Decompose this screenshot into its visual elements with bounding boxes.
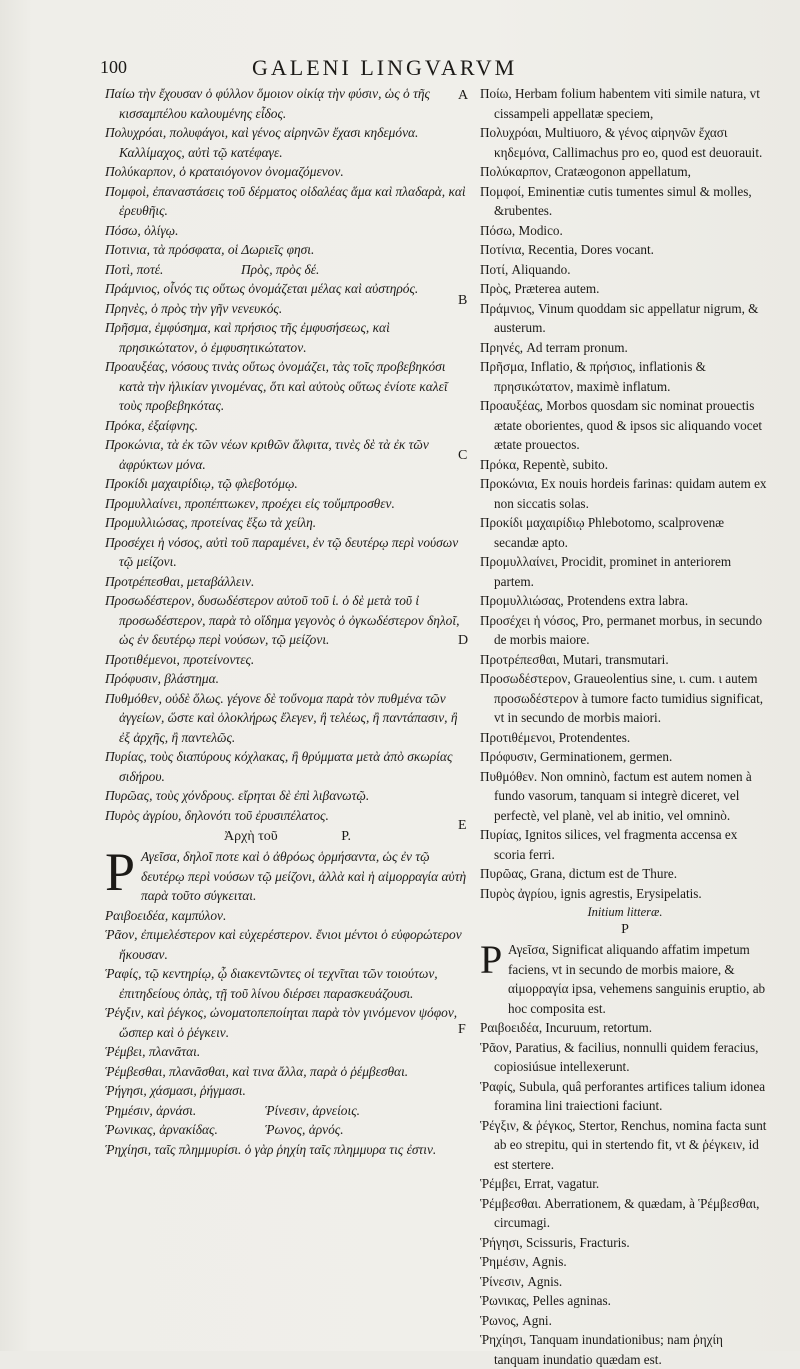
greek-entry: Προκίδι μαχαιρίδιῳ, τῷ φλεβοτόμῳ.	[105, 476, 298, 491]
greek-entry: Ῥηχίησι, ταῖς πλημμυρίσι. ὁ γὰρ ῥηχίη ταῖς πλημμυρα τις ἐστιν.	[105, 1141, 437, 1157]
greek-entry: Ῥέγξιν, καὶ ῥέγκος, ὠνοματοπεποίηται παρὰ τὸν γινόμενον ψόφον, ὥσπερ καὶ ὁ ῥέγκειν.	[105, 1005, 458, 1040]
greek-entry: Ῥᾶον, ἐπιμελέστερον καὶ εὐχερέστερον. ἔνιοι μέντοι ὁ εὐφορώτερον ἤκουσαν.	[105, 927, 462, 962]
latin-entry: Ῥηχίησι, Tanquam inundationibus; nam ῥηχίη tanquam inundatio quædam est.	[480, 1332, 723, 1367]
greek-entry: Πρῆσμα, ἐμφύσημα, καὶ πρήσιος τῆς ἐμφυσήσεως, καὶ πρησικώτατον, ὁ ἐμφυσητικώτατον.	[105, 320, 390, 355]
latin-section-title: Initium litteræ.	[587, 905, 663, 919]
page-header	[0, 55, 800, 85]
greek-entry: Πολύκαρπον, ὁ κραταιόγονον ὀνομαζόμενον.	[105, 164, 344, 179]
latin-entry: Ῥίνεσιν, Agnis.	[480, 1273, 563, 1289]
latin-entry: Προκώνια, Ex nouis hordeis farinas: quidam autem ex non siccatis solas.	[480, 476, 767, 511]
latin-entry: Πυθμόθεν. Non omninò, factum est autem nomen à fundo vasorum, tanquam si integrè diceret, vel perfectè, vel planè, vel ab initio, vel omninò.	[480, 768, 752, 823]
latin-entry: Πρὸς, Præterea autem.	[480, 281, 600, 296]
greek-section-letter: P.	[341, 829, 351, 844]
greek-center-word: Πρὸς, πρὸς δέ.	[241, 261, 320, 277]
latin-entry: Προμυλλαίνει, Procidit, prominet in anteriorem partem.	[480, 554, 732, 589]
latin-entry: Ποίω, Herbam folium habentem viti simile natura, vt cissampeli appellatæ speciem,	[480, 86, 760, 121]
greek-entry: Πόσω, ὀλίγῳ.	[105, 222, 179, 238]
latin-entry: Πρηνές, Ad terram pronum.	[480, 339, 628, 355]
latin-entry: Προαυξέας, Morbos quosdam sic nominat prouectis ætate oborientes, quod & ipsos sic aliquando vocet ætate prouectos.	[480, 398, 763, 452]
greek-section-heading	[105, 829, 470, 845]
latin-section-letter: P	[621, 922, 629, 937]
latin-dropcap-text: Αγεῖσα, Significat aliquando affatim impetum faciens, vt in secundo de morbis maiore, & αἱμορραγία ipsa, vehemens sanguinis eruptio, ab hoc composita est.	[508, 942, 766, 1016]
latin-entry: Πυρῶας, Grana, dictum est de Thure.	[480, 866, 678, 881]
margin-letter-b: B	[458, 293, 468, 308]
latin-entry: Ῥωνικας, Pelles agninas.	[480, 1293, 611, 1308]
greek-entry: Προαυξέας, νόσους τινὰς οὕτως ὀνομάζει, τὰς τοῖς προβεβηκόσι κατὰ τὴν ἡλικίαν γινομένας, ὅτι καὶ αὐτοὺς οὕτως ἐνίοτε καλεῖ τοὺς προβεβηκότας.	[105, 359, 448, 413]
greek-pair-row	[105, 1120, 470, 1140]
latin-entry: Προμυλλιώσας, Protendens extra labra.	[480, 593, 689, 608]
latin-dropcap-entry	[480, 937, 770, 1018]
latin-entry: Πρόκα, Repentè, subito.	[480, 456, 609, 472]
greek-pair-right: Ῥίνεσιν, ἀρνείοις.	[265, 1102, 360, 1118]
greek-entry: Προσωδέστερον, δυσωδέστερον αὐτοῦ τοῦ ἰ. ὁ δὲ μετὰ τοῦ ἰ προσωδέστερον, παρὰ τὸ οἴδημα γεγονὸς ὁ ὀγκωδέστερον δηλοῖ, ὡς ἐν δευτέρῳ περὶ νούσων, τῷ μείζονι.	[105, 593, 460, 647]
greek-entry: Ῥήγησι, χάσμασι, ῥήγμασι.	[105, 1083, 246, 1098]
latin-entry: Ῥωνος, Agni.	[480, 1312, 552, 1328]
latin-entry: Ποτίνια, Recentia, Dores vocant.	[480, 242, 654, 257]
greek-entry: Πράμνιος, οἶνός τις οὕτως ὀνομάζεται μέλας καὶ αὐστηρός.	[105, 281, 419, 296]
greek-entry: Πρόφυσιν, βλάστημα.	[105, 671, 219, 686]
margin-letter-a: A	[458, 88, 469, 103]
greek-entry: Ῥέμβεσθαι, πλανᾶσθαι, καὶ τινα ἄλλα, παρὰ ὁ ῥέμβεσθαι.	[105, 1063, 409, 1079]
greek-entry: Ραιβοειδέα, καμπύλον.	[105, 907, 227, 923]
latin-entry: Πολυχρόαι, Multiuoro, & γένος αἰρηνῶν ἔχασι κηδεμόνα, Callimachus pro eo, quod est deuorauit.	[480, 125, 763, 160]
latin-dropcap: P	[480, 937, 503, 982]
latin-entry: Πρόφυσιν, Germinationem, germen.	[480, 749, 673, 764]
greek-entry: Πυρῶας, τοὺς χόνδρους. εἴρηται δὲ ἐπὶ λιβανωτῷ.	[105, 788, 370, 803]
latin-entry: Πομφοί, Eminentiæ cutis tumentes simul & molles, &rubentes.	[480, 183, 752, 218]
greek-entry: Ῥέμβει, πλανᾶται.	[105, 1044, 201, 1059]
latin-entry: Ποτί, Aliquando.	[480, 261, 571, 277]
latin-entry: Προσωδέστερον, Graueolentius sine, ι. cum. ι autem προσωδέστερον à tumore facto tumidius significat, vt in secundo de morbis maiori.	[480, 671, 764, 725]
margin-letter-c: C	[458, 448, 468, 463]
greek-pair-left: Ῥωνικας, ἀρνακίδας.	[105, 1122, 218, 1137]
latin-entry: Ραιβοειδέα, Incuruum, retortum.	[480, 1020, 653, 1035]
greek-pair-row	[105, 1101, 470, 1121]
latin-entry: Ῥέγξιν, & ῥέγκος, Stertor, Renchus, nomina facta sunt ab eo strepitu, qui in stertendo fit, vt & ῥέγκειν, id est stertere.	[480, 1117, 767, 1172]
latin-entry: Πυρίας, Ignitos silices, vel fragmenta accensa ex scoria ferri.	[480, 827, 738, 862]
greek-column	[105, 84, 470, 1159]
greek-dropcap-entry	[105, 842, 470, 906]
greek-dropcap-text: Αγεῖσα, δηλοῖ ποτε καὶ ὁ ἀθρόως ὁρμήσαντα, ὡς ἐν τῷ δευτέρῳ περὶ νούσων τῷ μείζονι, ἀλλὰ καὶ ἡ αἱμορραγία αὐτὴ παρὰ τοῦτο σύγκειται.	[141, 849, 467, 903]
greek-entry	[105, 260, 470, 280]
latin-entry: Πολύκαρπον, Cratæogonon appellatum,	[480, 164, 691, 179]
page-number: 100	[100, 57, 127, 77]
running-title: GALENI LINGVARVM	[252, 55, 518, 80]
greek-entry: Πυρίας, τοὺς διαπύρους κόχλακας, ἢ θρύμματα μετὰ ἀπὸ σκωρίας σιδήρου.	[105, 749, 453, 784]
greek-entry: Πομφοὶ, ἐπαναστάσεις τοῦ δέρματος οἰδαλέας ἅμα καὶ πλαδαρὰ, καὶ ἐρευθῆις.	[105, 183, 466, 218]
greek-entry: Προσέχει ἡ νόσος, αὐτὶ τοῦ παραμένει, ἐν τῷ δευτέρῳ περὶ νούσων τῷ μείζονι.	[105, 534, 459, 569]
greek-entry-text: Ποτὶ, ποτέ.	[105, 261, 164, 277]
greek-pair-right: Ῥωνος, ἀρνός.	[265, 1122, 344, 1137]
margin-letter-d: D	[458, 633, 469, 648]
greek-entry: Ῥαφίς, τῷ κεντηρίῳ, ᾧ διακεντῶντες οἱ τεχνῖται τῶν τοιούτων, ἐπιτηδείους ὀπὰς, τῇ τοῦ λίνου διέρσει παρασκευάζουσι.	[105, 966, 438, 1001]
latin-entry: Προτρέπεσθαι, Mutari, transmutari.	[480, 651, 669, 667]
greek-entry: Πρηνὲς, ὁ πρὸς τὴν γῆν νενευκός.	[105, 300, 283, 316]
greek-entry: Προτρέπεσθαι, μεταβάλλειν.	[105, 573, 255, 589]
greek-entry: Προμυλλαίνει, προπέπτωκεν, προέχει εἰς τοὔμπροσθεν.	[105, 495, 395, 511]
greek-entry: Προτιθέμενοι, προτείνοντες.	[105, 651, 255, 667]
latin-entry: Ῥέμβεσθαι. Aberrationem, & quædam, à Ῥέμβεσθαι, circumagi.	[480, 1195, 760, 1230]
latin-entry: Ῥημέσιν, Agnis.	[480, 1254, 567, 1269]
greek-entry: Προμυλλιώσας, προτείνας ἔξω τὰ χείλη.	[105, 515, 317, 530]
latin-entry: Προσέχει ἡ νόσος, Pro, permanet morbus, in secundo de morbis maiore.	[480, 612, 763, 647]
latin-entry: Ῥαφίς, Subula, quâ perforantes artifices talium idonea foramina lini traiectioni faciunt.	[480, 1078, 766, 1113]
greek-dropcap: P	[105, 842, 136, 902]
greek-entry: Πολυχρόαι, πολυφάγοι, καὶ γένος αἰρηνῶν ἔχασι κηδεμόνα. Καλλίμαχος, αὐτὶ τῷ κατέφαγε.	[105, 125, 419, 160]
margin-letter-f: F	[458, 1022, 466, 1037]
latin-entry: Προτιθέμενοι, Protendentes.	[480, 729, 631, 745]
margin-letter-e: E	[458, 818, 467, 833]
greek-entry: Πυθμόθεν, οὐδὲ ὅλως. γέγονε δὲ τοὔνομα παρὰ τὸν πυθμένα τῶν ἀγγείων, ὥστε καὶ ὁλοκλήρως ἔλεγεν, ἢ τελέως, ἢ παντάπασιν, ἢ ἐξ ἀρχῆς, ἢ παντελῶς.	[105, 690, 458, 745]
greek-pair-left: Ῥημέσιν, ἀρνάσι.	[105, 1102, 197, 1118]
greek-section-title: Ἀρχὴ τοῦ	[224, 829, 278, 844]
latin-entry: Πυρὸς ἀγρίου, ignis agrestis, Erysipelatis.	[480, 885, 702, 901]
latin-entry: Ῥέμβει, Errat, vagatur.	[480, 1176, 600, 1191]
greek-entry: Προκώνια, τὰ ἐκ τῶν νέων κριθῶν ἄλφιτα, τινὲς δὲ τὰ ἐκ τῶν ἀφρύκτων μόνα.	[105, 437, 429, 472]
greek-entry: Ποτινια, τὰ πρόσφατα, οἱ Δωριεῖς φησι.	[105, 242, 315, 257]
latin-entry: Πράμνιος, Vinum quoddam sic appellatur nigrum, & austerum.	[480, 300, 759, 335]
latin-entry: Πόσω, Modico.	[480, 222, 563, 238]
latin-entry: Πρῆσμα, Inflatio, & πρήσιος, inflationis & πρησικώτατον, maximè inflatum.	[480, 359, 706, 394]
latin-entry: Ῥᾶον, Paratius, & facilius, nonnulli quidem feracius, copiosiúsue intellexerunt.	[480, 1039, 759, 1074]
latin-entry: Ῥήγησι, Scissuris, Fracturis.	[480, 1234, 630, 1250]
greek-entry: Πυρὸς ἀγρίου, δηλονότι τοῦ ἐρυσιπέλατος.	[105, 807, 329, 823]
latin-column	[480, 84, 770, 1369]
greek-entry: Παίω τὴν ἔχουσαν ὁ φύλλον ὅμοιον οἰκίᾳ τὴν φύσιν, ὡς ὁ τῆς κισσαμπέλου καλουμένης εἶδος.	[105, 86, 430, 121]
greek-entry: Πρόκα, ἐξαίφνης.	[105, 417, 198, 433]
latin-entry: Προκίδι μαχαιρίδιῳ Phlebotomo, scalprovenæ secandæ apto.	[480, 515, 725, 550]
